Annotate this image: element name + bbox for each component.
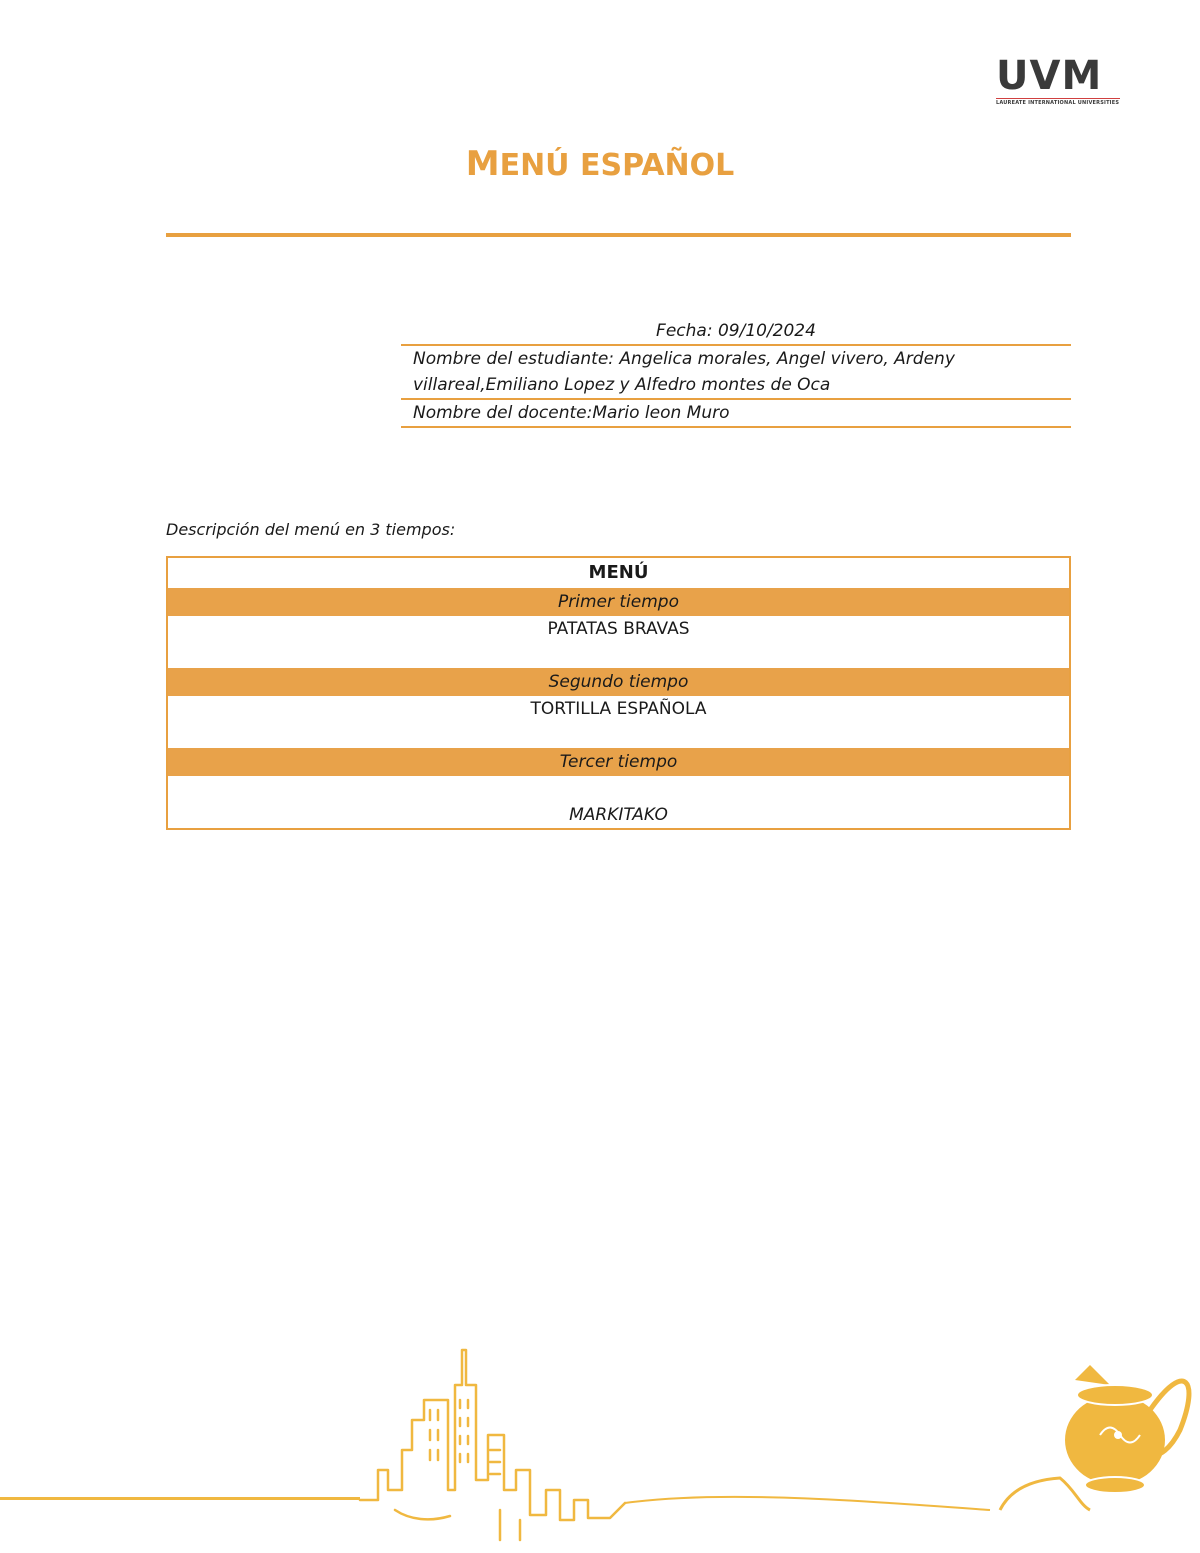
estudiante-line-1: Nombre del estudiante: Angelica morales, Angel vivero, Ardeny — [413, 349, 955, 369]
description-label: Descripción del menú en 3 tiempos: — [166, 520, 456, 539]
course-label-1: Primer tiempo — [168, 588, 1069, 616]
teapot-icon — [1000, 1365, 1189, 1510]
course-dish-3: MARKITAKO — [569, 805, 668, 825]
menu-header: MENÚ — [588, 562, 649, 583]
logo-text: UVM — [996, 53, 1103, 99]
course-label-2: Segundo tiempo — [168, 668, 1069, 696]
logo-subtitle: LAUREATE INTERNATIONAL UNIVERSITIES — [996, 100, 1120, 106]
uvm-logo — [996, 53, 1120, 108]
course-dish-2: TORTILLA ESPAÑOLA — [530, 699, 707, 719]
city-skyline-icon — [360, 1350, 625, 1540]
estudiante-line-2: villareal,Emiliano Lopez y Alfedro montes de Oca — [413, 375, 831, 395]
course-dish-1: PATATAS BRAVAS — [547, 619, 690, 639]
page-title — [0, 144, 1200, 186]
title-first-letter: M — [465, 144, 500, 184]
docente-line: Nombre del docente:Mario leon Muro — [401, 400, 1071, 428]
title-rule — [166, 233, 1071, 237]
title-rest: ENÚ ESPAÑOL — [499, 148, 735, 183]
footer-curve — [625, 1497, 990, 1510]
estudiante-line — [401, 346, 1071, 400]
footer-illustration — [0, 1340, 1200, 1553]
info-block — [401, 318, 1071, 428]
fecha-line: Fecha: 09/10/2024 — [401, 318, 1071, 346]
course-label-3: Tercer tiempo — [168, 748, 1069, 776]
menu-table — [166, 556, 1071, 830]
